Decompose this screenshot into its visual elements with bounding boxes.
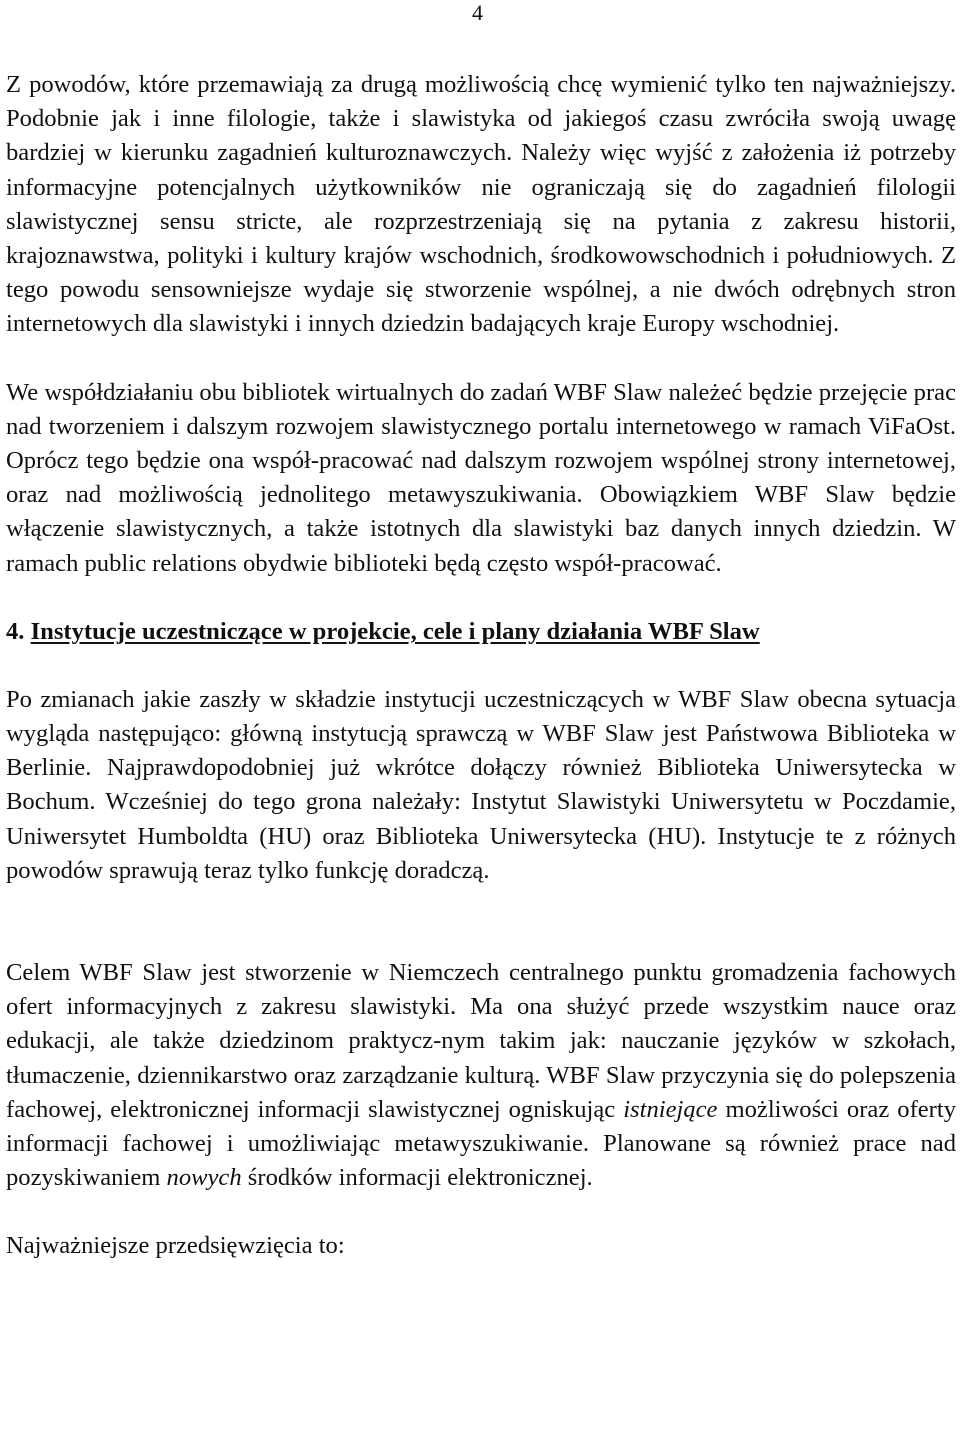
section-heading-title: Instytucje uczestniczące w projekcie, cele i plany działania WBF Slaw [30, 617, 760, 645]
paragraph-4-text-c: środków informacji elektronicznej. [241, 1164, 593, 1192]
paragraph-4-text-a: Celem WBF Slaw jest stworzenie w Niemczech centralnego punktu gromadzenia fachowych ofert informacyjnych z zakresu slawistyki. Ma ona służyć przede wszystkim nauce oraz edukacji, ale także dziedzinom praktycz-nym takim jak: nauczanie języków w szkołach, tłumaczenie, dziennikarstwo oraz zarządzanie kulturą. WBF Slaw przyczynia się do polepszenia fachowej, elektronicznej informacji slawistycznej ogniskując [6, 959, 956, 1123]
paragraph-4-emphasis-b: nowych [166, 1164, 242, 1192]
paragraph-5: Najważniejsze przedsięwzięcia to: [6, 1232, 345, 1260]
section-heading [6, 615, 956, 649]
paragraph-4-emphasis-a: istniejące [623, 1095, 718, 1123]
paragraph-2: We współdziałaniu obu bibliotek wirtualnych do zadań WBF Slaw należeć będzie przejęcie prac nad tworzeniem i dalszym rozwojem slawistycznego portalu internetowego w ramach ViFaOst. Oprócz tego będzie ona współ-pracować nad dalszym rozwojem wspólnej strony internetowej, oraz nad możliwością jednolitego metawyszukiwania. Obowiązkiem WBF Slaw będzie włączenie slawistycznych, a także istotnych dla slawistyki baz danych innych dziedzin. W ramach public relations obydwie biblioteki będą często współ-pracować. [6, 378, 956, 577]
paragraph-1: Z powodów, które przemawiają za drugą możliwością chcę wymienić tylko ten najważniejszy. Podobnie jak i inne filologie, także i slawistyka od jakiegoś czasu zwróciła swoją uwagę bardziej w kierunku zagadnień kulturoznawczych. Należy więc wyjść z założenia iż potrzeby informacyjne potencjalnych użytkowników nie ograniczają się do zagadnień filologii slawistycznej sensu stricte, ale rozprzestrzeniają się na pytania z zakresu historii, krajoznawstwa, polityki i kultury krajów wschodnich, środkowowschodnich i południowych. Z tego powodu sensowniejsze wydaje się stworzenie wspólnej, a nie dwóch odrębnych stron internetowych dla slawistyki i innych dziedzin badających kraje Europy wschodniej. [6, 71, 956, 338]
page-number: 4 [472, 0, 483, 25]
paragraph-4 [6, 956, 956, 1195]
paragraph-3: Po zmianach jakie zaszły w składzie instytucji uczestniczących w WBF Slaw obecna sytuacja wygląda następująco: główną instytucją sprawczą w WBF Slaw jest Państwowa Biblioteka w Berlinie. Najprawdopodobniej już wkrótce dołączy również Biblioteka Uniwersytecka w Bochum. Wcześniej do tego grona należały: Instytut Slawistyki Uniwersytetu w Poczdamie, Uniwersytet Humboldta (HU) oraz Biblioteka Uniwersytecka (HU). Instytucje te z różnych powodów sprawują teraz tylko funkcję doradczą. [6, 685, 956, 884]
paragraph-4-text-b: możliwości oraz oferty informacji fachowej i umożliwiając metawyszukiwanie. Planowane są również prace nad pozyskiwaniem [6, 1095, 956, 1192]
section-heading-number: 4. [6, 617, 25, 645]
document-body [6, 68, 956, 1264]
